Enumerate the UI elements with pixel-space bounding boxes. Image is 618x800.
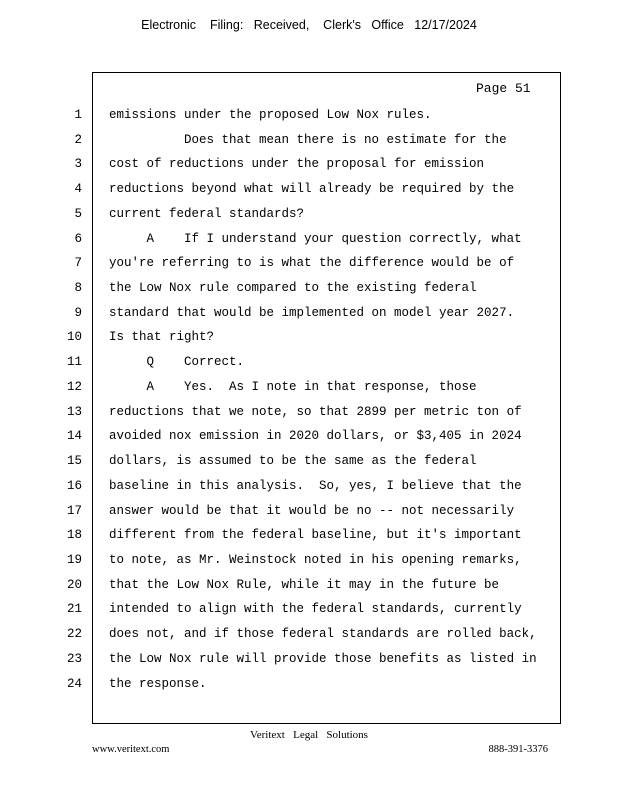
line-text: reductions that we note, so that 2899 per metric ton of [109,404,522,419]
line-text: Is that right? [109,330,215,345]
transcript-line [0,602,618,627]
transcript-line [0,355,618,380]
line-text: A If I understand your question correctly, what [109,231,522,246]
line-text: that the Low Nox Rule, while it may in the future be [109,577,500,592]
transcript-line [0,528,618,553]
footer-website: www.veritext.com [92,744,170,755]
line-text: you're referring to is what the difference would be of [109,256,515,271]
line-number: 6 [74,231,82,246]
line-number: 15 [66,454,82,469]
line-text: different from the federal baseline, but it's important [109,528,522,543]
transcript-line [0,627,618,652]
line-number: 13 [66,404,82,419]
page-number: Page 51 [476,81,531,96]
transcript-line [0,380,618,405]
transcript-line [0,429,618,454]
filing-stamp: Electronic Filing: Received, Clerk's Office 12/17/2024 [141,18,477,32]
line-number: 7 [74,256,82,271]
line-number: 9 [74,305,82,320]
line-text: the response. [109,676,207,691]
line-number: 21 [66,602,82,617]
line-text: does not, and if those federal standards are rolled back, [109,627,537,642]
line-number: 11 [66,355,82,370]
transcript-line [0,281,618,306]
line-text: Does that mean there is no estimate for the [109,132,507,147]
line-number: 19 [66,552,82,567]
line-number: 20 [66,577,82,592]
line-number: 10 [66,330,82,345]
footer-phone: 888-391-3376 [488,744,548,755]
line-number: 5 [74,206,82,221]
transcript-line [0,256,618,281]
line-number: 2 [74,132,82,147]
line-text: to note, as Mr. Weinstock noted in his opening remarks, [109,552,522,567]
line-text: answer would be that it would be no -- not necessarily [109,503,515,518]
line-number: 12 [66,379,82,394]
footer-company: Veritext Legal Solutions [250,729,368,741]
line-number: 4 [74,182,82,197]
line-text: dollars, is assumed to be the same as the federal [109,454,477,469]
line-number: 16 [66,478,82,493]
line-text: avoided nox emission in 2020 dollars, or $3,405 in 2024 [109,429,522,444]
transcript-line [0,454,618,479]
transcript-line [0,652,618,677]
transcript-line [0,108,618,133]
transcript-line [0,504,618,529]
transcript-line [0,553,618,578]
line-number: 18 [66,528,82,543]
line-number: 22 [66,627,82,642]
transcript-line [0,232,618,257]
line-number: 24 [66,676,82,691]
line-number: 1 [74,108,82,122]
transcript-line [0,157,618,182]
line-text: reductions beyond what will already be required by the [109,182,515,197]
line-text: Q Correct. [109,355,245,370]
line-number: 23 [66,651,82,666]
line-text: the Low Nox rule compared to the existing federal [109,281,477,296]
transcript-line [0,330,618,355]
line-text: A Yes. As I note in that response, those [109,379,477,394]
transcript-line [0,207,618,232]
transcript-line [0,479,618,504]
transcript-line [0,133,618,158]
line-text: cost of reductions under the proposal for emission [109,157,485,172]
line-text: the Low Nox rule will provide those benefits as listed in [109,651,537,666]
line-number: 8 [74,281,82,296]
line-number: 3 [74,157,82,172]
line-text: standard that would be implemented on model year 2027. [109,305,515,320]
transcript-line [0,405,618,430]
line-number: 14 [66,429,82,444]
line-text: baseline in this analysis. So, yes, I believe that the [109,478,522,493]
transcript-line [0,306,618,331]
line-text: current federal standards? [109,206,305,221]
transcript-line [0,677,618,702]
transcript-line [0,182,618,207]
line-text: intended to align with the federal standards, currently [109,602,522,617]
line-number: 17 [66,503,82,518]
transcript-line [0,578,618,603]
line-text: emissions under the proposed Low Nox rules. [109,108,432,122]
